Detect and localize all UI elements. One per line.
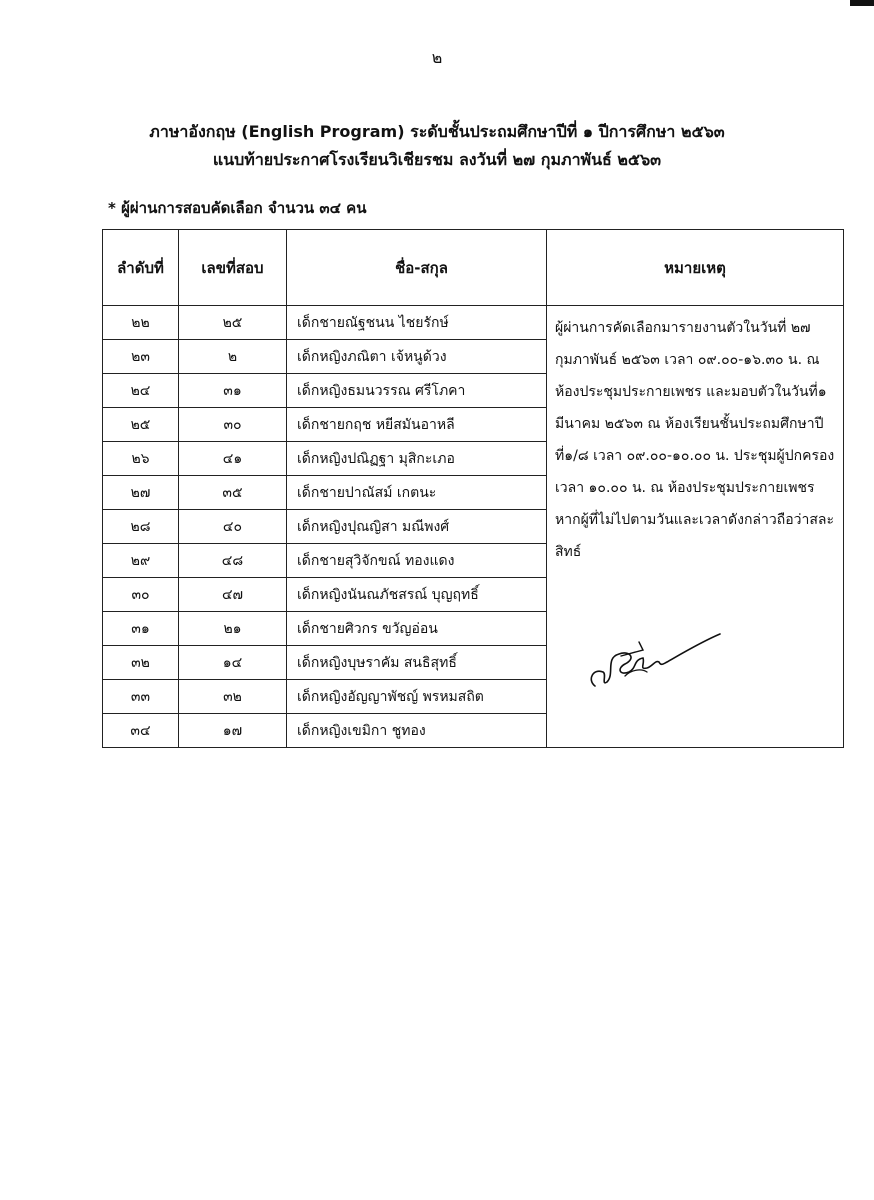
row-exam-number: ๒๕ — [179, 306, 287, 340]
row-exam-number: ๔๘ — [179, 544, 287, 578]
row-order: ๓๐ — [103, 578, 179, 612]
row-order: ๓๒ — [103, 646, 179, 680]
header-name: ชื่อ-สกุล — [287, 230, 547, 306]
row-student-name: เด็กหญิงธมนวรรณ ศรีโภคา — [287, 374, 547, 408]
row-student-name: เด็กหญิงนันณภัชสรณ์ บุญฤทธิ์ — [287, 578, 547, 612]
signature-scribble — [585, 628, 725, 698]
row-student-name: เด็กหญิงเขมิกา ชูทอง — [287, 714, 547, 748]
row-exam-number: ๔๐ — [179, 510, 287, 544]
row-order: ๒๘ — [103, 510, 179, 544]
row-exam-number: ๓๒ — [179, 680, 287, 714]
row-exam-number: ๑๗ — [179, 714, 287, 748]
row-exam-number: ๓๐ — [179, 408, 287, 442]
table-row — [103, 306, 844, 340]
row-exam-number: ๓๑ — [179, 374, 287, 408]
table-header-row — [103, 230, 844, 306]
results-table — [102, 229, 844, 748]
row-student-name: เด็กหญิงภณิตา เจ้หนูด้วง — [287, 340, 547, 374]
row-exam-number: ๒ — [179, 340, 287, 374]
row-order: ๒๕ — [103, 408, 179, 442]
row-order: ๓๔ — [103, 714, 179, 748]
row-order: ๒๙ — [103, 544, 179, 578]
title-line-1: ภาษาอังกฤษ (English Program) ระดับชั้นประถมศึกษาปีที่ ๑ ปีการศึกษา ๒๕๖๓ — [149, 122, 725, 141]
row-order: ๓๓ — [103, 680, 179, 714]
row-order: ๒๖ — [103, 442, 179, 476]
remarks-cell — [547, 306, 844, 748]
row-exam-number: ๑๔ — [179, 646, 287, 680]
remarks-text: ผู้ผ่านการคัดเลือกมารายงานตัวในวันที่ ๒๗ กุมภาพันธ์ ๒๕๖๓ เวลา ๐๙.๐๐-๑๖.๓๐ น. ณ ห้องประชุมประกายเพชร และมอบตัวในวันที่๑ มีนาคม ๒๕๖๓ ณ ห้องเรียนชั้นประถมศึกษาปีที่๑/๘ เวลา ๐๙.๐๐-๑๐.๐๐ น. ประชุมผู้ปกครองเวลา ๑๐.๐๐ น. ณ ห้องประชุมประกายเพชร หากผู้ที่ไม่ไปตามวันและเวลาดังกล่าวถือว่าสละสิทธ์ — [555, 320, 835, 560]
row-student-name: เด็กชายปาณัสม์ เกตนะ — [287, 476, 547, 510]
row-student-name: เด็กชายณัฐชนน ไชยรักษ์ — [287, 306, 547, 340]
signature — [585, 628, 835, 710]
page-number: ๒ — [431, 48, 443, 67]
row-student-name: เด็กชายกฤช หยีสมันอาหลี — [287, 408, 547, 442]
row-exam-number: ๔๑ — [179, 442, 287, 476]
header-remarks: หมายเหตุ — [547, 230, 844, 306]
row-order: ๒๒ — [103, 306, 179, 340]
row-student-name: เด็กชายศิวกร ขวัญอ่อน — [287, 612, 547, 646]
scan-edge-mark — [850, 0, 874, 6]
row-exam-number: ๓๕ — [179, 476, 287, 510]
header-order: ลำดับที่ — [103, 230, 179, 306]
row-order: ๒๓ — [103, 340, 179, 374]
title-line-2: แนบท้ายประกาศโรงเรียนวิเชียรชม ลงวันที่ ๒๗ กุมภาพันธ์ ๒๕๖๓ — [212, 150, 662, 169]
row-order: ๒๔ — [103, 374, 179, 408]
row-student-name: เด็กชายสุวิจักขณ์ ทองแดง — [287, 544, 547, 578]
row-student-name: เด็กหญิงปณิฏฐา มุสิกะเภอ — [287, 442, 547, 476]
passed-count-subtitle: * ผู้ผ่านการสอบคัดเลือก จำนวน ๓๔ คน — [108, 199, 367, 217]
row-exam-number: ๒๑ — [179, 612, 287, 646]
row-student-name: เด็กหญิงปุณญิสา มณีพงศ์ — [287, 510, 547, 544]
row-student-name: เด็กหญิงอัญญาพัชญ์ พรหมสถิต — [287, 680, 547, 714]
row-order: ๒๗ — [103, 476, 179, 510]
header-exam-number: เลขที่สอบ — [179, 230, 287, 306]
row-exam-number: ๔๗ — [179, 578, 287, 612]
row-order: ๓๑ — [103, 612, 179, 646]
row-student-name: เด็กหญิงบุษราคัม สนธิสุทธิ์ — [287, 646, 547, 680]
